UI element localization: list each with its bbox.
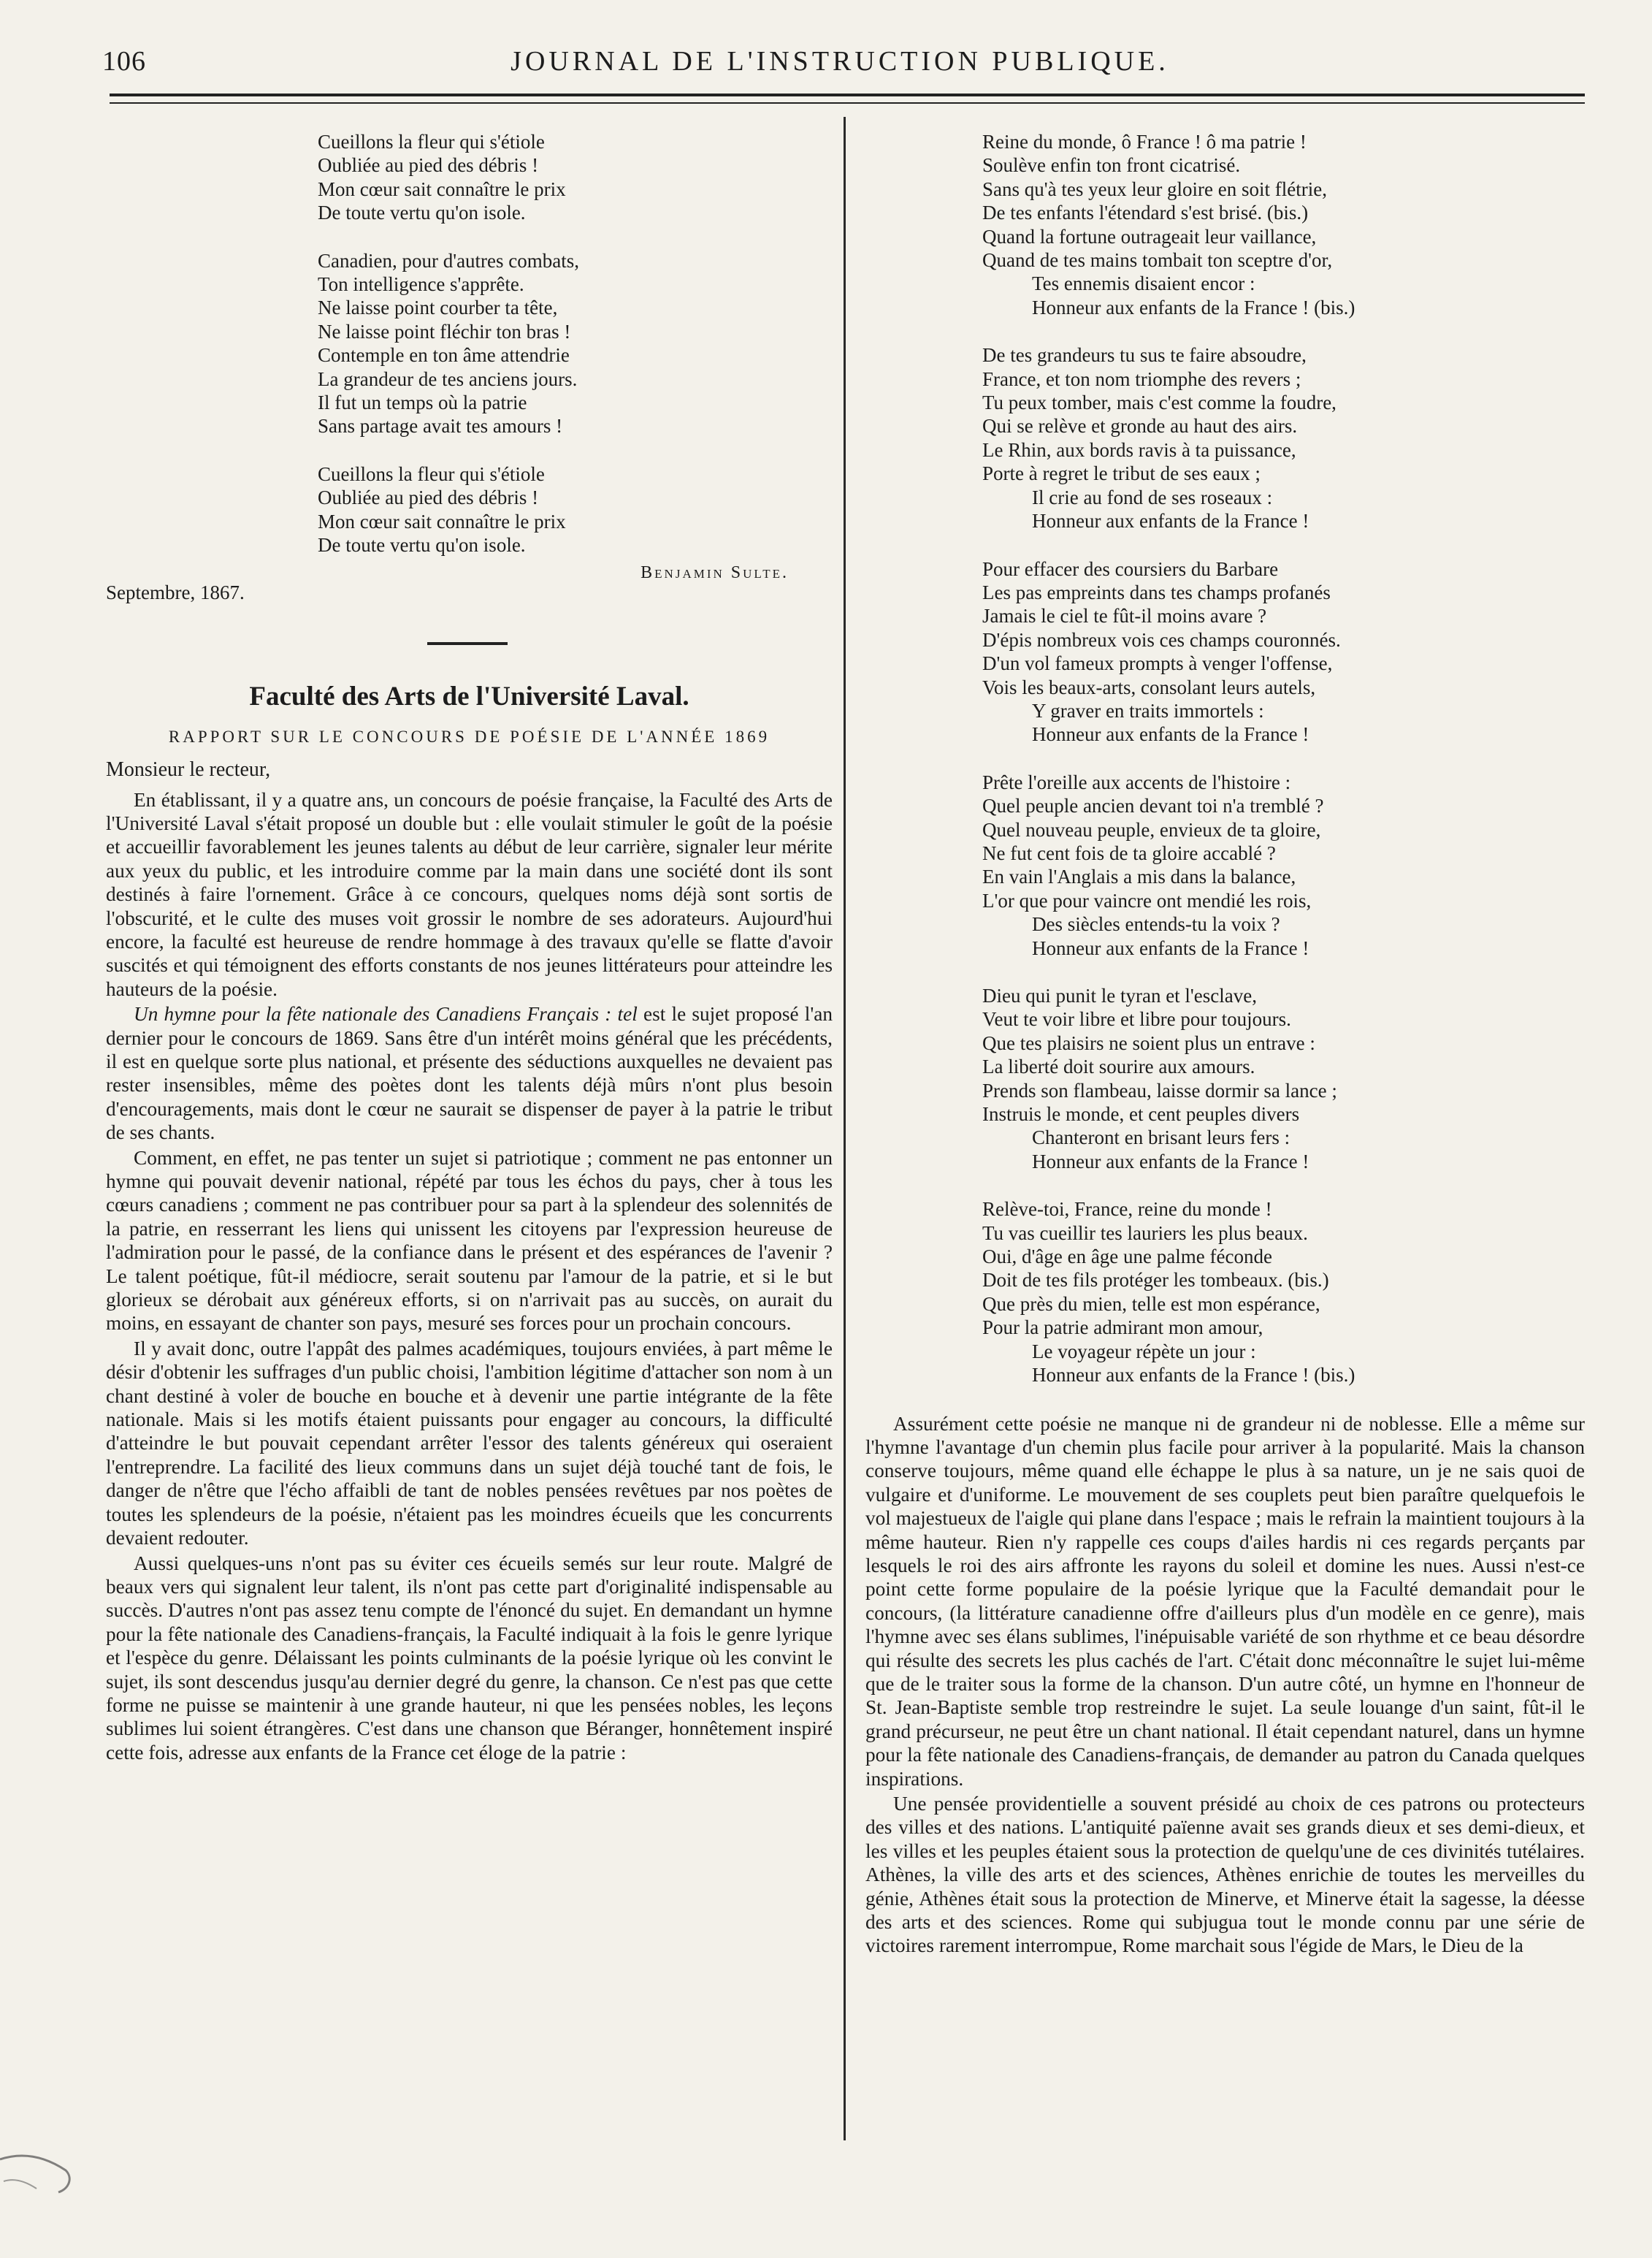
verse-line: Quand de tes mains tombait ton sceptre d'or, bbox=[982, 249, 1333, 272]
verse-line: Sans partage avait tes amours ! bbox=[318, 415, 563, 438]
page-header bbox=[102, 45, 1578, 82]
verse-line: Pour la patrie admirant mon amour, bbox=[982, 1316, 1263, 1339]
stanza-gap bbox=[982, 747, 1585, 771]
poem-stanza bbox=[982, 771, 1585, 960]
verse-line: De tes grandeurs tu sus te faire absoudre, bbox=[982, 344, 1307, 367]
verse-line: Honneur aux enfants de la France ! bbox=[1032, 723, 1309, 746]
verse-line: Quand la fortune outrageait leur vaillance, bbox=[982, 225, 1317, 248]
verse-line: Qui se relève et gronde au haut des airs. bbox=[982, 415, 1298, 438]
verse-line: D'un vol fameux prompts à venger l'offense, bbox=[982, 652, 1333, 675]
verse-line: Ne laisse point courber ta tête, bbox=[318, 297, 558, 319]
verse-line: Quel nouveau peuple, envieux de ta gloire, bbox=[982, 818, 1321, 841]
verse-line: Soulève enfin ton front cicatrisé. bbox=[982, 154, 1241, 177]
header-rule-thick bbox=[110, 94, 1585, 96]
stanza-gap bbox=[982, 319, 1585, 343]
verse-line: D'épis nombreux vois ces champs couronnés. bbox=[982, 628, 1341, 651]
verse-line: La grandeur de tes anciens jours. bbox=[318, 367, 578, 390]
verse-line: Prends son flambeau, laisse dormir sa lance ; bbox=[982, 1079, 1337, 1102]
poem-stanza bbox=[982, 130, 1585, 319]
column-divider bbox=[844, 117, 846, 2140]
poem-stanza bbox=[318, 462, 833, 557]
paragraph-text: est le sujet proposé l'an dernier pour le concours de 1869. Sans être d'un intérêt moins général que les précédents, il est en quelque sorte plus national, et présente des séductions auxquelles ne devaient pas rester insensibles, même des poètes dont les talents déjà mûrs n'ont plus besoin d'encouragements, mais dont le cœur ne saurait se dispenser de payer à la patrie le tribut de ses chants. bbox=[106, 1003, 833, 1144]
verse-line: De toute vertu qu'on isole. bbox=[318, 202, 526, 224]
paragraph-italic-lead: Un hymne pour la fête nationale des Canadiens Français : tel bbox=[134, 1003, 638, 1026]
verse-line: Jamais le ciel te fût-il moins avare ? bbox=[982, 605, 1267, 628]
verse-line: Tu vas cueillir tes lauriers les plus beaux. bbox=[982, 1221, 1308, 1244]
poem-date: Septembre, 1867. bbox=[106, 581, 245, 603]
verse-line: Sans qu'à tes yeux leur gloire en soit flétrie, bbox=[982, 178, 1327, 200]
verse-line: Le Rhin, aux bords ravis à ta puissance, bbox=[982, 438, 1296, 461]
left-column bbox=[106, 130, 833, 1766]
verse-line: La liberté doit sourire aux amours. bbox=[982, 1056, 1255, 1078]
verse-line: Prête l'oreille aux accents de l'histoire : bbox=[982, 771, 1291, 793]
page-scratch-mark bbox=[0, 2137, 95, 2218]
paragraph bbox=[106, 1002, 833, 1144]
verse-line: Pour effacer des coursiers du Barbare bbox=[982, 557, 1279, 580]
verse-line: France, et ton nom triomphe des revers ; bbox=[982, 367, 1301, 390]
section-separator bbox=[427, 642, 508, 645]
verse-line: De toute vertu qu'on isole. bbox=[318, 534, 526, 557]
running-title: JOURNAL DE L'INSTRUCTION PUBLIQUE. bbox=[510, 46, 1169, 77]
poem-stanza bbox=[982, 557, 1585, 747]
verse-line: Honneur aux enfants de la France ! bbox=[1032, 510, 1309, 533]
verse-line: Des siècles entends-tu la voix ? bbox=[1032, 913, 1280, 936]
salutation: Monsieur le recteur, bbox=[106, 758, 271, 781]
right-poem bbox=[865, 130, 1585, 1387]
verse-line: Honneur aux enfants de la France ! bbox=[1032, 937, 1309, 959]
verse-line: Cueillons la fleur qui s'étiole bbox=[318, 462, 545, 485]
section-title: Faculté des Arts de l'Université Laval. bbox=[249, 681, 689, 712]
verse-line: Oubliée au pied des débris ! bbox=[318, 154, 539, 177]
verse-line: De tes enfants l'étendard s'est brisé. (bis.) bbox=[982, 202, 1309, 224]
paragraph: En établissant, il y a quatre ans, un concours de poésie française, la Faculté des Arts de l'Université Laval s'était proposé un double but : elle voulait stimuler le goût de la poésie et accueillir favorablement les jeunes talents au début de leur carrière, signaler leur mérite aux yeux du public, et les introduire comme par la main dans une société dont ils sont destinés à faire l'ornement. Grâce à ce concours, quelques noms déjà sont sortis de l'obscurité, et le culte des muses voit grossir le nombre de ses adorateurs. Aujourd'hui encore, la faculté est heureuse de rendre hommage à des travaux qu'elle se flatte d'avoir suscités et qui témoignent des efforts constants de nos jeunes littérateurs pour atteindre les hauteurs de la poésie. bbox=[106, 788, 833, 1000]
verse-line: Veut te voir libre et libre pour toujours. bbox=[982, 1008, 1291, 1031]
poem-stanza bbox=[318, 130, 833, 225]
right-prose bbox=[865, 1412, 1585, 1958]
verse-line: Que tes plaisirs ne soient plus un entrave : bbox=[982, 1031, 1315, 1054]
page-number: 106 bbox=[102, 46, 146, 77]
verse-line: Tes ennemis disaient encor : bbox=[1032, 272, 1255, 295]
verse-line: Il crie au fond de ses roseaux : bbox=[1032, 486, 1273, 508]
stanza-gap bbox=[982, 1173, 1585, 1197]
verse-line: En vain l'Anglais a mis dans la balance, bbox=[982, 866, 1296, 888]
verse-line: Que près du mien, telle est mon espérance, bbox=[982, 1292, 1320, 1315]
paragraph: Une pensée providentielle a souvent présidé au choix de ces patrons ou protecteurs des villes et des nations. L'antiquité païenne avait ses grands dieux et ses demi-dieux, et les villes et les peuples étaient sous la protection de quelqu'une de ces divinités tutélaires. Athènes, la ville des arts et des sciences, Athènes enrichie de toutes les merveilles du génie, Athènes était sous la protection de Minerve, et Minerve était la sagesse, la déesse des arts et des sciences. Rome qui subjugua tout le monde connu par une série de victoires rarement interrompue, Rome marchait sous l'égide de Mars, le Dieu de la bbox=[865, 1793, 1585, 1957]
paragraph: Assurément cette poésie ne manque ni de grandeur ni de noblesse. Elle a même sur l'hymne l'avantage d'un chemin plus facile pour arriver à la popularité. Mais la chanson conserve toujours, même quand elle échappe le plus à sa nature, un je ne sais quoi de vulgaire et d'uniforme. Le mouvement de ses couplets peut bien paraître quelquefois le vol majestueux de l'aigle qui plane dans l'espace ; mais le refrain la maintient toujours à la même hauteur. Rien n'y rappelle ces coups d'ailes hardis ni ces regards perçants par lesquels le roi des airs affronte les rayons du soleil et domine les nues. Aussi n'est-ce point cette forme populaire de la poésie lyrique que la Faculté demandait pour le concours, (la littérature canadienne offre d'ailleurs plus d'un modèle en ce genre), mais l'hymne avec ses élans sublimes, l'inépuisable variété de son rhythme et ce beau désordre qui résulte des secrets les plus cachés de l'art. C'était donc méconnaître le sujet lui-même que de le traiter sous la forme de la chanson. D'un autre côté, un hymne en l'honneur de St. Jean-Baptiste semble trop restreindre le sujet. La seule louange d'un saint, fût-il le grand précurseur, ne peut être un chant national. Il était cependant naturel, dans un hymne pour la fête nationale des Canadiens-français, de demander au patron du Canada quelques inspirations. bbox=[865, 1412, 1585, 1790]
verse-line: Contemple en ton âme attendrie bbox=[318, 344, 570, 367]
paragraph: Il y avait donc, outre l'appât des palmes académiques, toujours enviées, à part même le désir d'obtenir les suffrages d'un public choisi, l'ambition légitime d'attacher son nom à un chant destiné à voler de bouche en bouche et à devenir une partie intégrante de la fête nationale. Mais si les motifs étaient puissants pour engager au concours, la difficulté d'atteindre le but pouvait cependant arrêter l'essor des talents généreux qui oseraient l'entreprendre. La facilité des lieux communs dans un sujet déjà touché tant de fois, le danger de n'être que l'écho affaibli de tant de nobles pensées revêtues par nos poètes de toutes les splendeurs de la poésie, n'étaient pas les moindres écueils que les concurrents devaient redouter. bbox=[106, 1337, 833, 1549]
poem-stanza bbox=[982, 343, 1585, 533]
verse-line: Porte à regret le tribut de ses eaux ; bbox=[982, 462, 1261, 485]
poem-stanza bbox=[982, 984, 1585, 1173]
verse-line: Relève-toi, France, reine du monde ! bbox=[982, 1198, 1272, 1221]
verse-line: Mon cœur sait connaître le prix bbox=[318, 178, 566, 200]
paragraph: Aussi quelques-uns n'ont pas su éviter ces écueils semés sur leur route. Malgré de beaux vers qui signalent leur talent, ils n'ont pas cette part d'originalité indispensable au succès. D'autres n'ont pas assez tenu compte de l'énoncé du sujet. En demandant un hymne pour la fête nationale des Canadiens-français, la Faculté indiquait à la fois le genre lyrique et l'espèce du genre. Délaissant les points culminants de la poésie lyrique où les convint le sujet, ils sont descendus jusqu'au dernier degré du genre, la chanson. Ce n'est pas que cette forme ne puisse se maintenir à une grande hauteur, ni que les pensées nobles, les leçons sublimes lui soient étrangères. C'est dans une chanson que Béranger, honnêtement inspiré cette fois, adresse aux enfants de la France cet éloge de la patrie : bbox=[106, 1552, 833, 1763]
verse-line: Tu peux tomber, mais c'est comme la foudre, bbox=[982, 392, 1336, 414]
left-poem bbox=[106, 130, 833, 557]
verse-line: Dieu qui punit le tyran et l'esclave, bbox=[982, 985, 1257, 1007]
verse-line: Quel peuple ancien devant toi n'a tremblé ? bbox=[982, 795, 1324, 817]
poem-signature: Benjamin Sulte. bbox=[640, 562, 789, 582]
verse-line: Reine du monde, ô France ! ô ma patrie ! bbox=[982, 131, 1307, 153]
verse-line: Vois les beaux-arts, consolant leurs autels, bbox=[982, 676, 1316, 698]
stanza-gap bbox=[318, 438, 833, 462]
verse-line: Mon cœur sait connaître le prix bbox=[318, 510, 566, 533]
verse-line: Instruis le monde, et cent peuples divers bbox=[982, 1103, 1300, 1126]
poem-stanza bbox=[982, 1197, 1585, 1387]
header-rule-thin bbox=[110, 102, 1585, 104]
verse-line: Canadien, pour d'autres combats, bbox=[318, 249, 580, 272]
stanza-gap bbox=[982, 960, 1585, 984]
stanza-gap bbox=[982, 533, 1585, 557]
stanza-gap bbox=[318, 225, 833, 249]
verse-line: Ne laisse point fléchir ton bras ! bbox=[318, 320, 571, 343]
verse-line: Ton intelligence s'apprête. bbox=[318, 273, 524, 296]
verse-line: Y graver en traits immortels : bbox=[1032, 699, 1264, 722]
verse-line: Honneur aux enfants de la France ! bbox=[1032, 1150, 1309, 1172]
verse-line: Chanteront en brisant leurs fers : bbox=[1032, 1126, 1290, 1149]
poem-stanza bbox=[318, 249, 833, 438]
verse-line: Il fut un temps où la patrie bbox=[318, 392, 527, 414]
verse-line: Les pas empreints dans tes champs profanés bbox=[982, 581, 1331, 603]
verse-line: Doit de tes fils protéger les tombeaux. (bis.) bbox=[982, 1269, 1329, 1292]
verse-line: Ne fut cent fois de ta gloire accablé ? bbox=[982, 842, 1276, 864]
verse-line: Cueillons la fleur qui s'étiole bbox=[318, 131, 545, 153]
verse-line: Honneur aux enfants de la France ! (bis.) bbox=[1032, 296, 1355, 319]
verse-line: Oubliée au pied des débris ! bbox=[318, 487, 539, 509]
verse-line: Le voyageur répète un jour : bbox=[1032, 1340, 1256, 1362]
verse-line: L'or que pour vaincre ont mendié les rois, bbox=[982, 889, 1312, 912]
verse-line: Honneur aux enfants de la France ! (bis.) bbox=[1032, 1364, 1355, 1387]
paragraph: Comment, en effet, ne pas tenter un sujet si patriotique ; comment ne pas entonner un hymne qui pouvait devenir national, répété par tous les échos du pays, cher à tous les cœurs canadiens ; comment ne pas contribuer pour sa part à la splendeur des solennités de la patrie, en resserrant les liens qui unissent les citoyens par l'expression heureuse de l'admiration pour le passé, de la confiance dans le présent et des espérances de l'avenir ? Le talent poétique, fût-il médiocre, serait soutenu par l'amour de la patrie, et si le but glorieux se dérobait aux généreux efforts, si on n'arrivait pas au succès, on aurait du moins, en essayant de chanter son pays, mesuré ses forces pour un prochain concours. bbox=[106, 1146, 833, 1335]
section-subtitle: RAPPORT SUR LE CONCOURS DE POÉSIE DE L'ANNÉE 1869 bbox=[168, 727, 770, 746]
right-column bbox=[865, 130, 1585, 1959]
verse-line: Oui, d'âge en âge une palme féconde bbox=[982, 1246, 1272, 1268]
